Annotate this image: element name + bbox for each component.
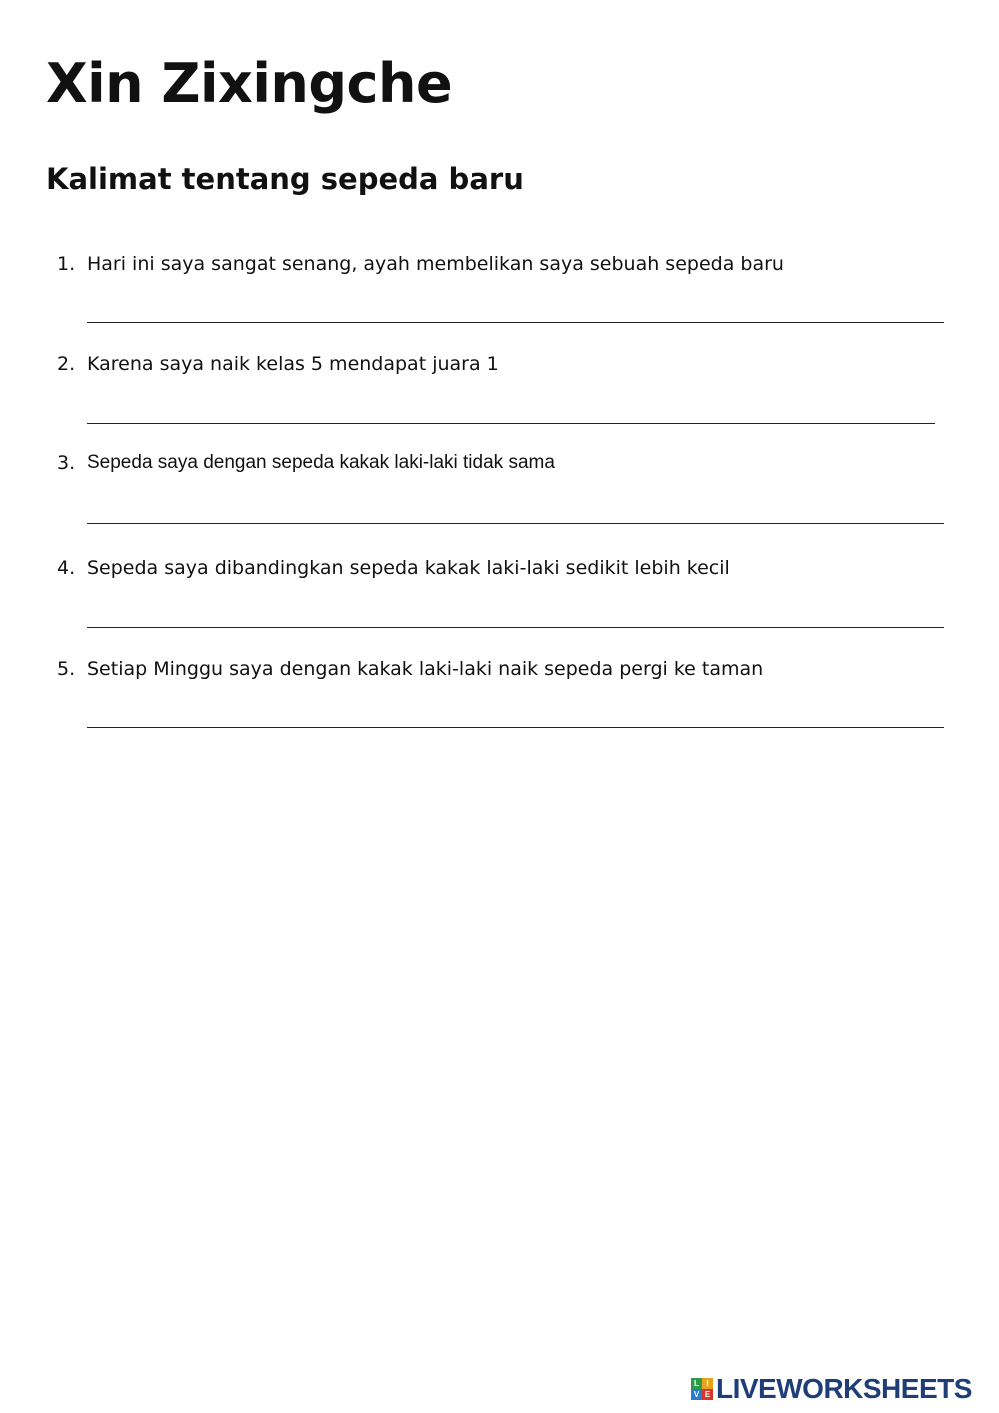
question-text: Hari ini saya sangat senang, ayah membelikan saya sebuah sepeda baru [87,253,784,275]
logo-text: LIVEWORKSHEETS [716,1373,972,1404]
question-item [0,351,999,381]
answer-line-5[interactable] [87,727,944,728]
question-number: 3. [57,452,76,474]
question-text: Karena saya naik kelas 5 mendapat juara 1 [87,353,499,375]
question-text: Setiap Minggu saya dengan kakak laki-laki naik sepeda pergi ke taman [87,658,764,680]
worksheet-subtitle: Kalimat tentang sepeda baru [46,162,524,196]
question-number: 5. [57,658,76,680]
question-number: 2. [57,353,76,375]
question-text: Sepeda saya dengan sepeda kakak laki-laki tidak sama [87,452,555,473]
question-item [0,656,999,686]
answer-line-1[interactable] [87,322,944,323]
logo-square-e: E [702,1389,713,1400]
question-number: 1. [57,253,76,275]
question-text: Sepeda saya dibandingkan sepeda kakak laki-laki sedikit lebih kecil [87,557,730,579]
answer-line-3[interactable] [87,523,944,524]
logo-square-l: L [691,1378,702,1389]
answer-line-4[interactable] [87,627,944,628]
liveworksheets-logo [691,1374,972,1404]
answer-line-2[interactable] [87,423,935,424]
question-number: 4. [57,557,76,579]
question-item [0,450,999,480]
logo-square-v: V [691,1389,702,1400]
logo-mark-icon [691,1378,713,1400]
logo-square-i: I [702,1378,713,1389]
question-item [0,251,999,281]
question-item [0,555,999,585]
worksheet-title: Xin Zixingche [46,52,453,115]
